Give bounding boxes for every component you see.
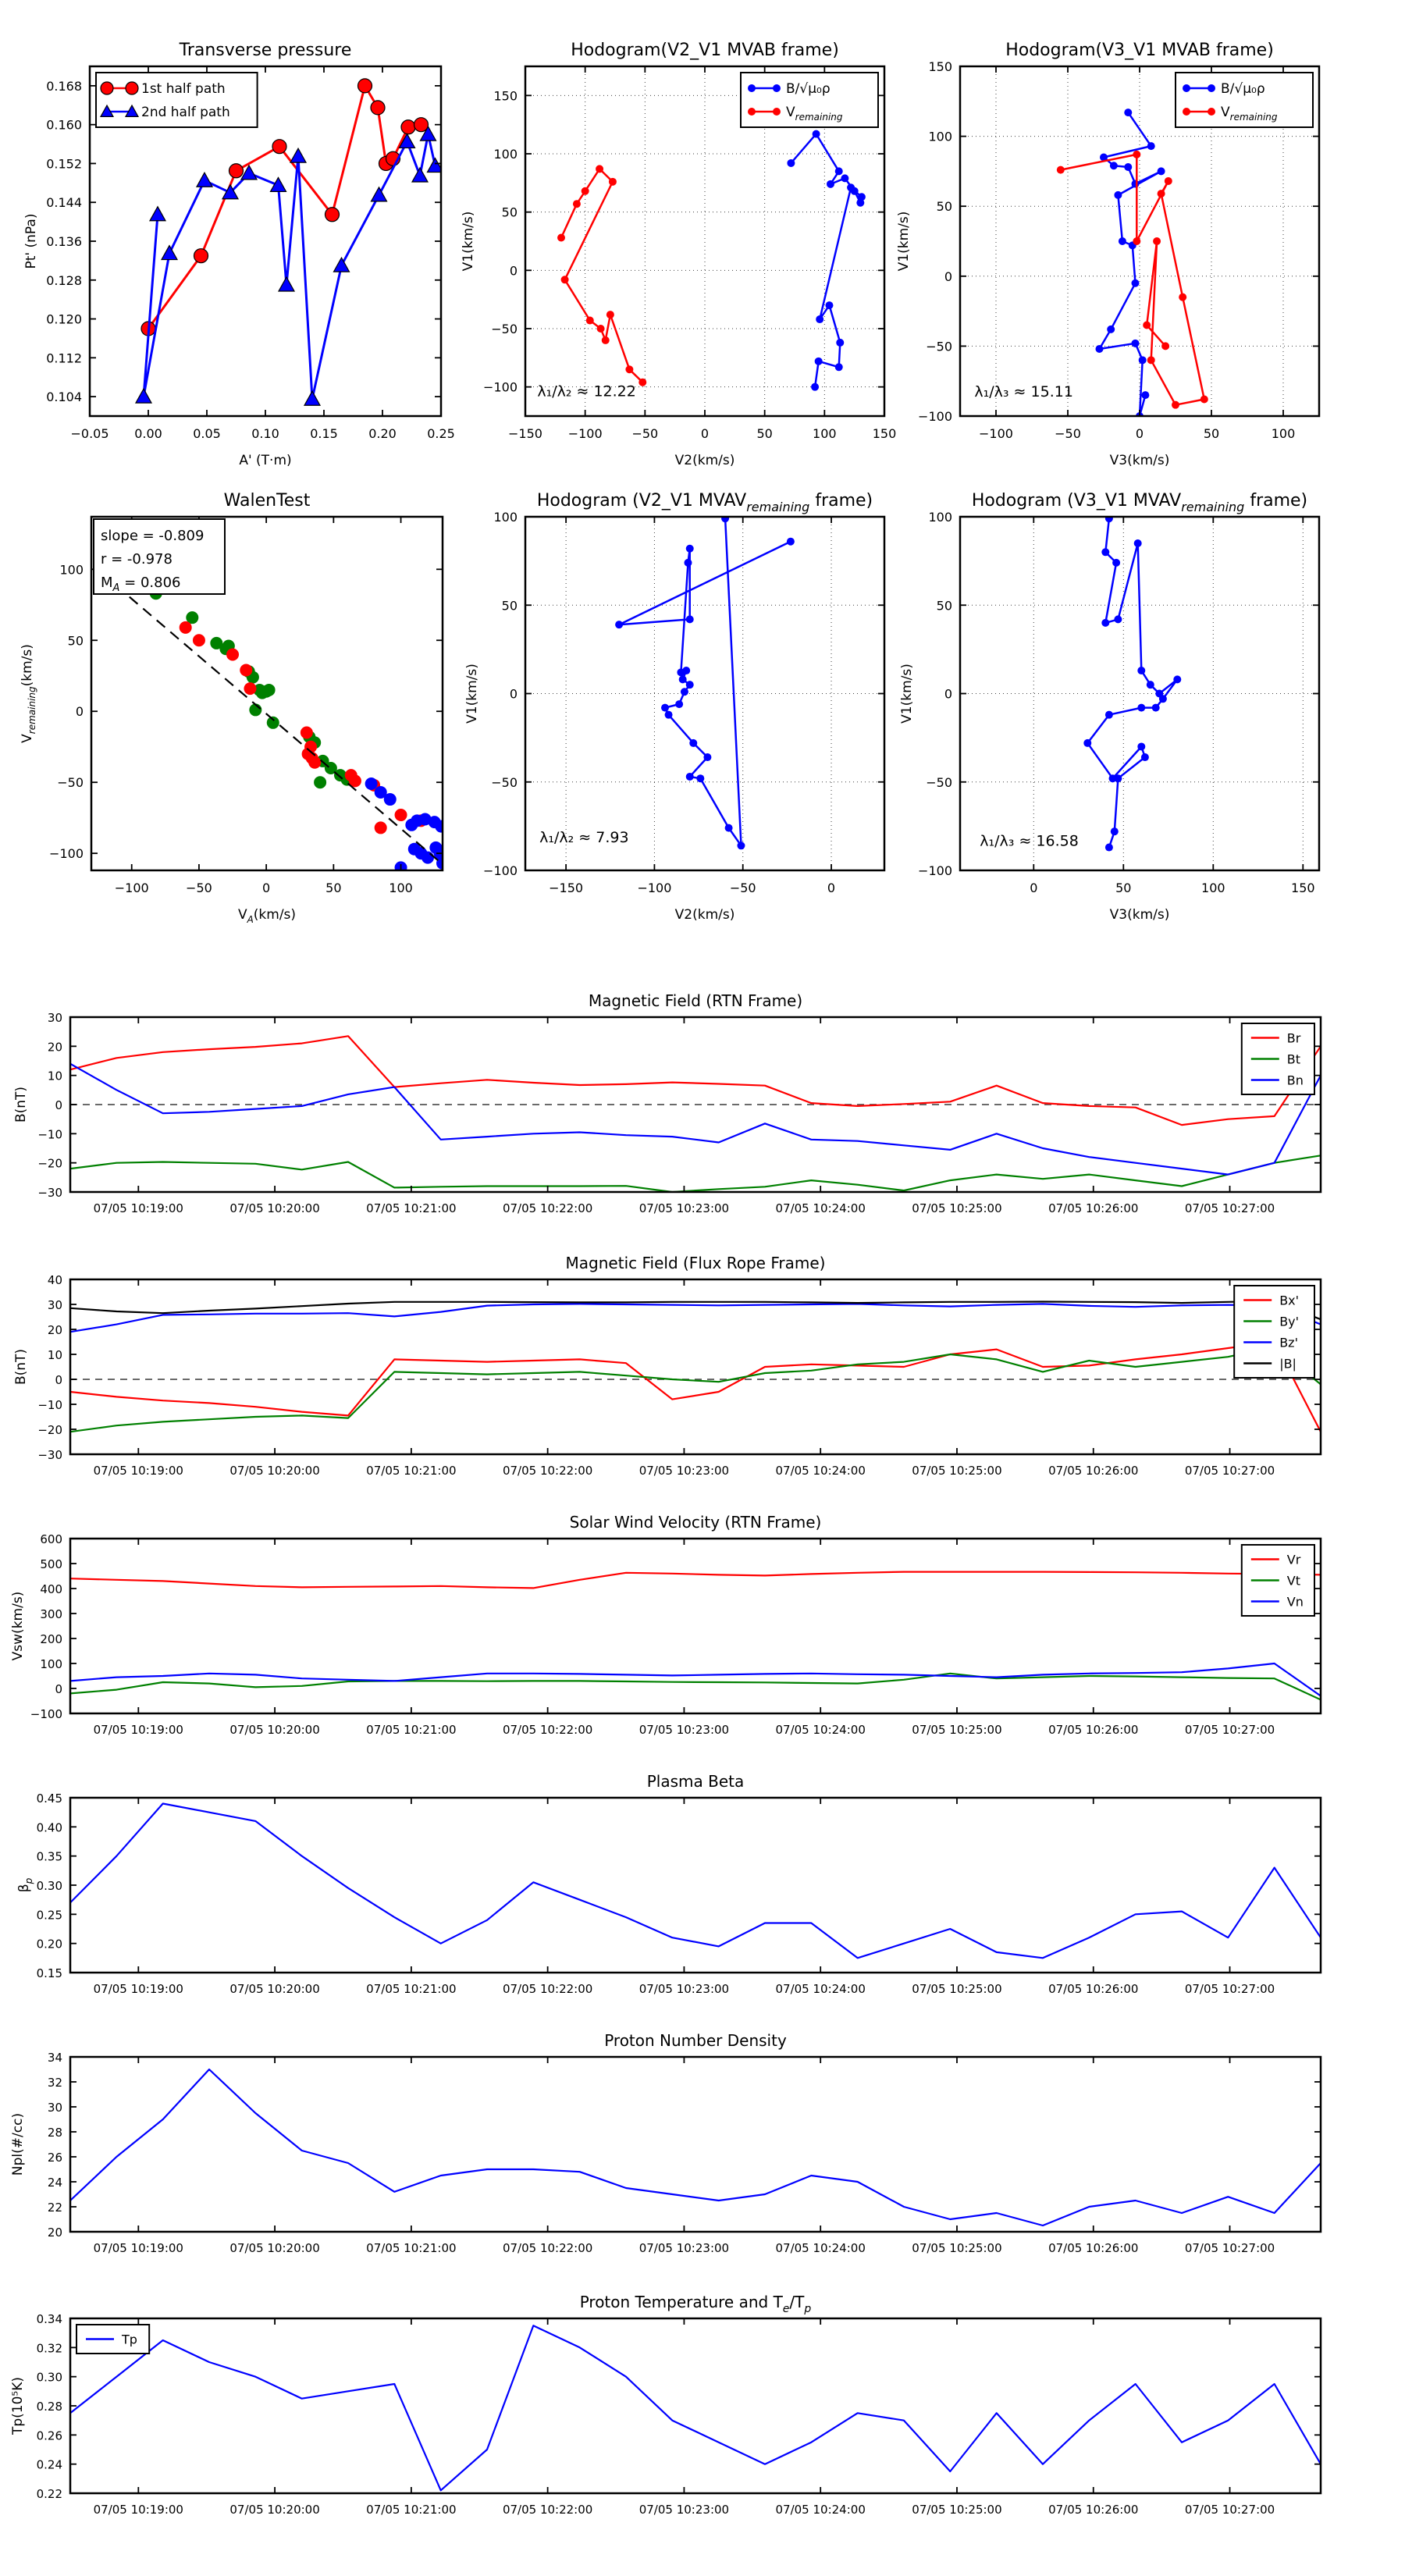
x-tick-label: 07/05 10:24:00 bbox=[775, 2503, 866, 2517]
legend-label: $V_{remaining}$ bbox=[786, 105, 843, 123]
y-tick-label: 0.30 bbox=[36, 1879, 62, 1893]
chart-mag-fluxrope bbox=[13, 1254, 1321, 1478]
y-tick-label: 32 bbox=[47, 2076, 62, 2090]
y-tick-label: 30 bbox=[47, 2101, 62, 2115]
x-tick-label: 07/05 10:22:00 bbox=[502, 2503, 593, 2517]
y-axis-label: Tp(10⁵K) bbox=[10, 2376, 26, 2435]
x-tick-label: 07/05 10:23:00 bbox=[638, 1201, 730, 1215]
lambda-annotation: λ₁/λ₂ ≈ 12.22 bbox=[537, 382, 636, 400]
chart-title: Solar Wind Velocity (RTN Frame) bbox=[569, 1513, 822, 1532]
y-tick-label: 0.120 bbox=[46, 311, 82, 327]
x-tick-label: 07/05 10:19:00 bbox=[93, 2503, 183, 2517]
y-tick-label: 0.136 bbox=[46, 234, 82, 249]
y-tick-label: 10 bbox=[47, 1348, 62, 1362]
x-tick-label: 07/05 10:25:00 bbox=[912, 2503, 1002, 2517]
y-tick-label: 22 bbox=[47, 2201, 62, 2215]
x-tick-label: −150 bbox=[508, 426, 542, 441]
chart-walen-test bbox=[20, 491, 461, 925]
chart-hodogram-v2v1-mvab bbox=[461, 41, 896, 468]
y-tick-label: 34 bbox=[47, 2051, 62, 2065]
y-tick-label: 50 bbox=[501, 205, 518, 220]
x-axis-label: V2(km/s) bbox=[674, 907, 735, 923]
y-axis-label: $\beta_p$ bbox=[16, 1877, 34, 1893]
x-tick-label: 07/05 10:26:00 bbox=[1048, 1982, 1139, 1996]
y-tick-label: −100 bbox=[30, 1707, 62, 1721]
y-axis-label: V1(km/s) bbox=[899, 664, 915, 724]
y-tick-label: −10 bbox=[37, 1398, 62, 1412]
x-tick-label: 07/05 10:27:00 bbox=[1184, 2503, 1275, 2517]
y-tick-label: 0.45 bbox=[36, 1791, 62, 1806]
chart-title: Transverse pressure bbox=[179, 41, 352, 60]
x-tick-label: 07/05 10:25:00 bbox=[912, 1201, 1002, 1215]
chart-title: Plasma Beta bbox=[646, 1772, 745, 1791]
chart-proton-density bbox=[10, 2031, 1321, 2255]
x-tick-label: 100 bbox=[1201, 881, 1225, 895]
x-tick-label: 07/05 10:23:00 bbox=[638, 1723, 730, 1737]
x-axis-label: V3(km/s) bbox=[1109, 453, 1170, 468]
x-tick-label: 07/05 10:19:00 bbox=[93, 1723, 183, 1737]
chart-title: Proton Number Density bbox=[604, 2031, 787, 2050]
legend bbox=[1176, 73, 1313, 127]
x-tick-label: 07/05 10:25:00 bbox=[912, 1982, 1002, 1996]
y-tick-label: 150 bbox=[493, 88, 518, 104]
x-tick-label: 0.10 bbox=[251, 426, 279, 441]
x-tick-label: −100 bbox=[114, 881, 149, 895]
legend-label: B/√μ₀ρ bbox=[786, 81, 831, 97]
x-tick-label: 07/05 10:23:00 bbox=[638, 1464, 730, 1478]
x-tick-label: 07/05 10:22:00 bbox=[502, 1982, 593, 1996]
lambda-annotation: λ₁/λ₃ ≈ 15.11 bbox=[974, 382, 1073, 400]
y-axis-label: Pt' (nPa) bbox=[23, 213, 39, 269]
x-tick-label: 07/05 10:25:00 bbox=[912, 1464, 1002, 1478]
y-tick-label: 28 bbox=[47, 2126, 62, 2140]
x-tick-label: 07/05 10:26:00 bbox=[1048, 1201, 1139, 1215]
y-tick-label: 20 bbox=[47, 1323, 62, 1337]
x-tick-label: 07/05 10:19:00 bbox=[93, 2241, 183, 2255]
legend-label: |B| bbox=[1279, 1356, 1297, 1372]
stats-line: r = -0.978 bbox=[101, 551, 173, 568]
stats-line: slope = -0.809 bbox=[101, 528, 205, 544]
y-tick-label: 400 bbox=[40, 1582, 62, 1596]
x-tick-label: 07/05 10:20:00 bbox=[229, 2503, 320, 2517]
chart-title: Hodogram (V2_V1 $MVAV_{remaining}$ frame) bbox=[536, 491, 873, 514]
y-tick-label: 100 bbox=[59, 562, 84, 578]
chart-hodogram-v2v1-mvav bbox=[464, 491, 884, 923]
x-tick-label: 07/05 10:19:00 bbox=[93, 1201, 183, 1215]
x-tick-label: 0 bbox=[827, 881, 836, 895]
x-tick-label: −150 bbox=[549, 881, 584, 895]
y-tick-label: 50 bbox=[936, 598, 952, 614]
y-tick-label: 24 bbox=[47, 2176, 62, 2190]
y-axis-label: V1(km/s) bbox=[896, 211, 912, 272]
x-tick-label: −0.05 bbox=[70, 426, 109, 441]
y-tick-label: 50 bbox=[936, 199, 952, 215]
y-axis-label: B(nT) bbox=[13, 1086, 29, 1123]
y-tick-label: −100 bbox=[918, 409, 952, 424]
x-tick-label: 0.00 bbox=[134, 426, 162, 441]
y-tick-label: 100 bbox=[928, 510, 952, 525]
y-tick-label: −50 bbox=[57, 775, 84, 791]
y-tick-label: 0.128 bbox=[46, 272, 82, 288]
legend-label: Bx' bbox=[1279, 1293, 1300, 1308]
chart-title: Proton Temperature and $T_e/T_p$ bbox=[579, 2293, 812, 2315]
chart-mag-rtn bbox=[13, 991, 1321, 1215]
x-tick-label: −100 bbox=[637, 881, 672, 895]
y-tick-label: 0.25 bbox=[36, 1908, 62, 1923]
legend bbox=[1242, 1023, 1314, 1094]
x-tick-label: −50 bbox=[631, 426, 659, 441]
y-tick-label: −30 bbox=[37, 1448, 62, 1462]
legend-label: 1st half path bbox=[141, 81, 226, 97]
x-tick-label: −100 bbox=[979, 426, 1013, 441]
x-tick-label: 150 bbox=[872, 426, 897, 441]
y-tick-label: 0.24 bbox=[36, 2457, 62, 2472]
y-tick-label: −50 bbox=[491, 322, 518, 336]
x-tick-label: 07/05 10:19:00 bbox=[93, 1464, 183, 1478]
x-tick-label: 07/05 10:24:00 bbox=[775, 1982, 866, 1996]
y-tick-label: 0 bbox=[75, 704, 84, 720]
legend-label: Bz' bbox=[1279, 1335, 1298, 1350]
y-tick-label: 0.28 bbox=[36, 2400, 62, 2414]
y-tick-label: 0.34 bbox=[36, 2312, 62, 2326]
y-tick-label: 0.112 bbox=[46, 350, 82, 366]
legend-label: By' bbox=[1279, 1314, 1300, 1329]
legend bbox=[1242, 1545, 1314, 1616]
y-tick-label: 0.30 bbox=[36, 2370, 62, 2385]
legend bbox=[1234, 1286, 1314, 1378]
x-tick-label: 0 bbox=[1135, 426, 1144, 441]
x-tick-label: 100 bbox=[1271, 426, 1296, 441]
y-tick-label: 100 bbox=[493, 510, 518, 525]
x-tick-label: 07/05 10:26:00 bbox=[1048, 2503, 1139, 2517]
x-tick-label: 07/05 10:20:00 bbox=[229, 1464, 320, 1478]
y-tick-label: 0.20 bbox=[36, 1937, 62, 1952]
x-tick-label: 0 bbox=[1030, 881, 1038, 895]
x-tick-label: 150 bbox=[1291, 881, 1315, 895]
x-tick-label: 07/05 10:19:00 bbox=[93, 1982, 183, 1996]
x-tick-label: 07/05 10:21:00 bbox=[366, 1723, 457, 1737]
x-tick-label: 07/05 10:26:00 bbox=[1048, 1464, 1139, 1478]
x-tick-label: 07/05 10:23:00 bbox=[638, 2503, 730, 2517]
x-tick-label: 07/05 10:23:00 bbox=[638, 2241, 730, 2255]
y-tick-label: −20 bbox=[37, 1423, 62, 1437]
x-tick-label: 0.25 bbox=[427, 426, 455, 441]
x-tick-label: −50 bbox=[186, 881, 212, 895]
legend bbox=[76, 2325, 149, 2354]
x-tick-label: 0.20 bbox=[368, 426, 397, 441]
y-axis-label: V1(km/s) bbox=[461, 211, 476, 272]
x-tick-label: 07/05 10:25:00 bbox=[912, 1723, 1002, 1737]
y-tick-label: 10 bbox=[47, 1069, 62, 1083]
chart-title: Hodogram(V2_V1 MVAB frame) bbox=[571, 41, 839, 60]
y-tick-label: 0 bbox=[509, 263, 518, 279]
y-tick-label: 30 bbox=[47, 1011, 62, 1025]
chart-title: Magnetic Field (Flux Rope Frame) bbox=[565, 1254, 826, 1272]
y-tick-label: 0.160 bbox=[46, 117, 82, 133]
y-tick-label: 0 bbox=[55, 1682, 62, 1696]
y-tick-label: 26 bbox=[47, 2151, 62, 2165]
x-tick-label: 07/05 10:21:00 bbox=[366, 1982, 457, 1996]
y-tick-label: −50 bbox=[926, 774, 952, 790]
y-tick-label: 0.168 bbox=[46, 78, 82, 94]
y-tick-label: −100 bbox=[483, 379, 518, 395]
chart-title: Magnetic Field (RTN Frame) bbox=[588, 991, 803, 1010]
x-tick-label: 07/05 10:22:00 bbox=[502, 1464, 593, 1478]
legend-label: B/√μ₀ρ bbox=[1221, 81, 1265, 97]
y-tick-label: 0.35 bbox=[36, 1849, 62, 1864]
legend-label: Vr bbox=[1286, 1552, 1301, 1567]
x-tick-label: 07/05 10:24:00 bbox=[775, 1201, 866, 1215]
y-tick-label: −30 bbox=[37, 1186, 62, 1200]
lambda-annotation: λ₁/λ₃ ≈ 16.58 bbox=[980, 832, 1079, 850]
x-tick-label: 50 bbox=[756, 426, 773, 441]
y-tick-label: 40 bbox=[47, 1273, 62, 1287]
y-tick-label: 0.40 bbox=[36, 1820, 62, 1835]
y-tick-label: 150 bbox=[928, 59, 952, 74]
y-tick-label: 0.32 bbox=[36, 2341, 62, 2356]
x-tick-label: 07/05 10:22:00 bbox=[502, 1201, 593, 1215]
x-tick-label: 07/05 10:23:00 bbox=[638, 1982, 730, 1996]
chart-title: WalenTest bbox=[223, 491, 311, 511]
x-axis-label: V3(km/s) bbox=[1109, 907, 1170, 923]
x-tick-label: 0 bbox=[262, 881, 271, 895]
chart-vsw-rtn bbox=[10, 1513, 1321, 1737]
y-tick-label: 0 bbox=[944, 269, 952, 284]
y-tick-label: −100 bbox=[483, 863, 518, 878]
y-tick-label: 0.152 bbox=[46, 156, 82, 172]
y-axis-label: $V_{remaining}(km/s)$ bbox=[20, 644, 37, 743]
legend-label: Vt bbox=[1286, 1573, 1301, 1589]
y-tick-label: 100 bbox=[493, 147, 518, 162]
chart-title: Hodogram(V3_V1 MVAB frame) bbox=[1005, 41, 1274, 60]
legend-label: Vn bbox=[1286, 1594, 1304, 1610]
x-tick-label: 0 bbox=[700, 426, 710, 441]
x-axis-label: A' (T·m) bbox=[239, 453, 292, 468]
y-tick-label: −50 bbox=[926, 339, 952, 354]
y-tick-label: 0.22 bbox=[36, 2487, 62, 2501]
x-tick-label: 07/05 10:27:00 bbox=[1184, 1201, 1275, 1215]
y-axis-label: B(nT) bbox=[13, 1348, 29, 1386]
y-tick-label: 200 bbox=[40, 1632, 62, 1646]
y-axis-label: V1(km/s) bbox=[464, 664, 480, 724]
x-tick-label: 07/05 10:20:00 bbox=[229, 1723, 320, 1737]
y-tick-label: −100 bbox=[918, 863, 952, 878]
x-axis-label: $V_A(km/s)$ bbox=[237, 907, 297, 925]
y-tick-label: −50 bbox=[491, 774, 518, 790]
y-tick-label: 50 bbox=[67, 633, 84, 649]
x-tick-label: 50 bbox=[1115, 881, 1132, 895]
legend-label: Bt bbox=[1286, 1051, 1301, 1067]
legend bbox=[96, 73, 258, 127]
y-axis-label: Vsw(km/s) bbox=[10, 1591, 26, 1661]
y-tick-label: 600 bbox=[40, 1532, 62, 1546]
x-tick-label: 07/05 10:21:00 bbox=[366, 1201, 457, 1215]
y-tick-label: 0.144 bbox=[46, 195, 82, 211]
legend-label: 2nd half path bbox=[141, 105, 230, 120]
y-tick-label: 300 bbox=[40, 1607, 62, 1621]
y-tick-label: −100 bbox=[49, 846, 84, 862]
y-tick-label: 500 bbox=[40, 1557, 62, 1571]
x-tick-label: 50 bbox=[1203, 426, 1220, 441]
y-tick-label: 30 bbox=[47, 1298, 62, 1312]
legend-label: $V_{remaining}$ bbox=[1221, 105, 1278, 123]
stats-line: $M_A = 0.806$ bbox=[101, 575, 181, 594]
y-tick-label: 0.104 bbox=[46, 390, 82, 405]
x-tick-label: 07/05 10:21:00 bbox=[366, 2503, 457, 2517]
x-tick-label: −100 bbox=[567, 426, 603, 441]
y-axis-label: Npl(#/cc) bbox=[10, 2112, 26, 2176]
x-tick-label: 50 bbox=[325, 881, 342, 895]
x-tick-label: 100 bbox=[813, 426, 837, 441]
x-tick-label: 07/05 10:26:00 bbox=[1048, 2241, 1139, 2255]
legend-label: Bn bbox=[1286, 1073, 1304, 1088]
x-axis-label: V2(km/s) bbox=[674, 453, 735, 468]
x-tick-label: 07/05 10:20:00 bbox=[229, 2241, 320, 2255]
x-tick-label: 0.15 bbox=[310, 426, 338, 441]
y-tick-label: 0.15 bbox=[36, 1966, 62, 1980]
x-tick-label: −50 bbox=[729, 881, 756, 895]
lambda-annotation: λ₁/λ₂ ≈ 7.93 bbox=[539, 828, 629, 846]
x-tick-label: 07/05 10:20:00 bbox=[229, 1201, 320, 1215]
x-tick-label: 0.05 bbox=[193, 426, 221, 441]
legend-label: Br bbox=[1286, 1030, 1301, 1046]
legend-label: Tp bbox=[122, 2332, 137, 2347]
y-tick-label: 20 bbox=[47, 1040, 62, 1055]
chart-proton-temp bbox=[10, 2293, 1321, 2517]
y-tick-label: 20 bbox=[47, 2226, 62, 2240]
y-tick-label: 100 bbox=[928, 129, 952, 144]
chart-plasma-beta bbox=[16, 1772, 1321, 1996]
chart-title: Hodogram (V3_V1 $MVAV_{remaining}$ frame) bbox=[971, 491, 1308, 514]
chart-hodogram-v3v1-mvab bbox=[896, 41, 1319, 468]
y-tick-label: −20 bbox=[37, 1156, 62, 1171]
y-tick-label: −10 bbox=[37, 1127, 62, 1142]
x-tick-label: 07/05 10:21:00 bbox=[366, 2241, 457, 2255]
y-tick-label: 100 bbox=[40, 1657, 62, 1671]
x-tick-label: 07/05 10:24:00 bbox=[775, 1464, 866, 1478]
x-tick-label: 07/05 10:26:00 bbox=[1048, 1723, 1139, 1737]
chart-hodogram-v3v1-mvav bbox=[899, 491, 1319, 923]
y-tick-label: 0 bbox=[55, 1373, 62, 1387]
y-tick-label: 0 bbox=[55, 1098, 62, 1112]
x-tick-label: −50 bbox=[1055, 426, 1081, 441]
x-tick-label: 07/05 10:21:00 bbox=[366, 1464, 457, 1478]
x-tick-label: 07/05 10:22:00 bbox=[502, 2241, 593, 2255]
x-tick-label: 07/05 10:24:00 bbox=[775, 1723, 866, 1737]
x-tick-label: 07/05 10:27:00 bbox=[1184, 1464, 1275, 1478]
y-tick-label: 50 bbox=[501, 598, 518, 614]
chart-transverse-pressure bbox=[23, 41, 455, 468]
y-tick-label: 0 bbox=[509, 686, 518, 702]
y-tick-label: 0 bbox=[944, 686, 952, 702]
legend bbox=[741, 73, 878, 127]
x-tick-label: 07/05 10:25:00 bbox=[912, 2241, 1002, 2255]
x-tick-label: 07/05 10:22:00 bbox=[502, 1723, 593, 1737]
x-tick-label: 07/05 10:27:00 bbox=[1184, 1723, 1275, 1737]
x-tick-label: 07/05 10:27:00 bbox=[1184, 1982, 1275, 1996]
x-tick-label: 07/05 10:24:00 bbox=[775, 2241, 866, 2255]
x-tick-label: 07/05 10:27:00 bbox=[1184, 2241, 1275, 2255]
x-tick-label: 100 bbox=[389, 881, 413, 895]
x-tick-label: 07/05 10:20:00 bbox=[229, 1982, 320, 1996]
y-tick-label: 0.26 bbox=[36, 2428, 62, 2443]
